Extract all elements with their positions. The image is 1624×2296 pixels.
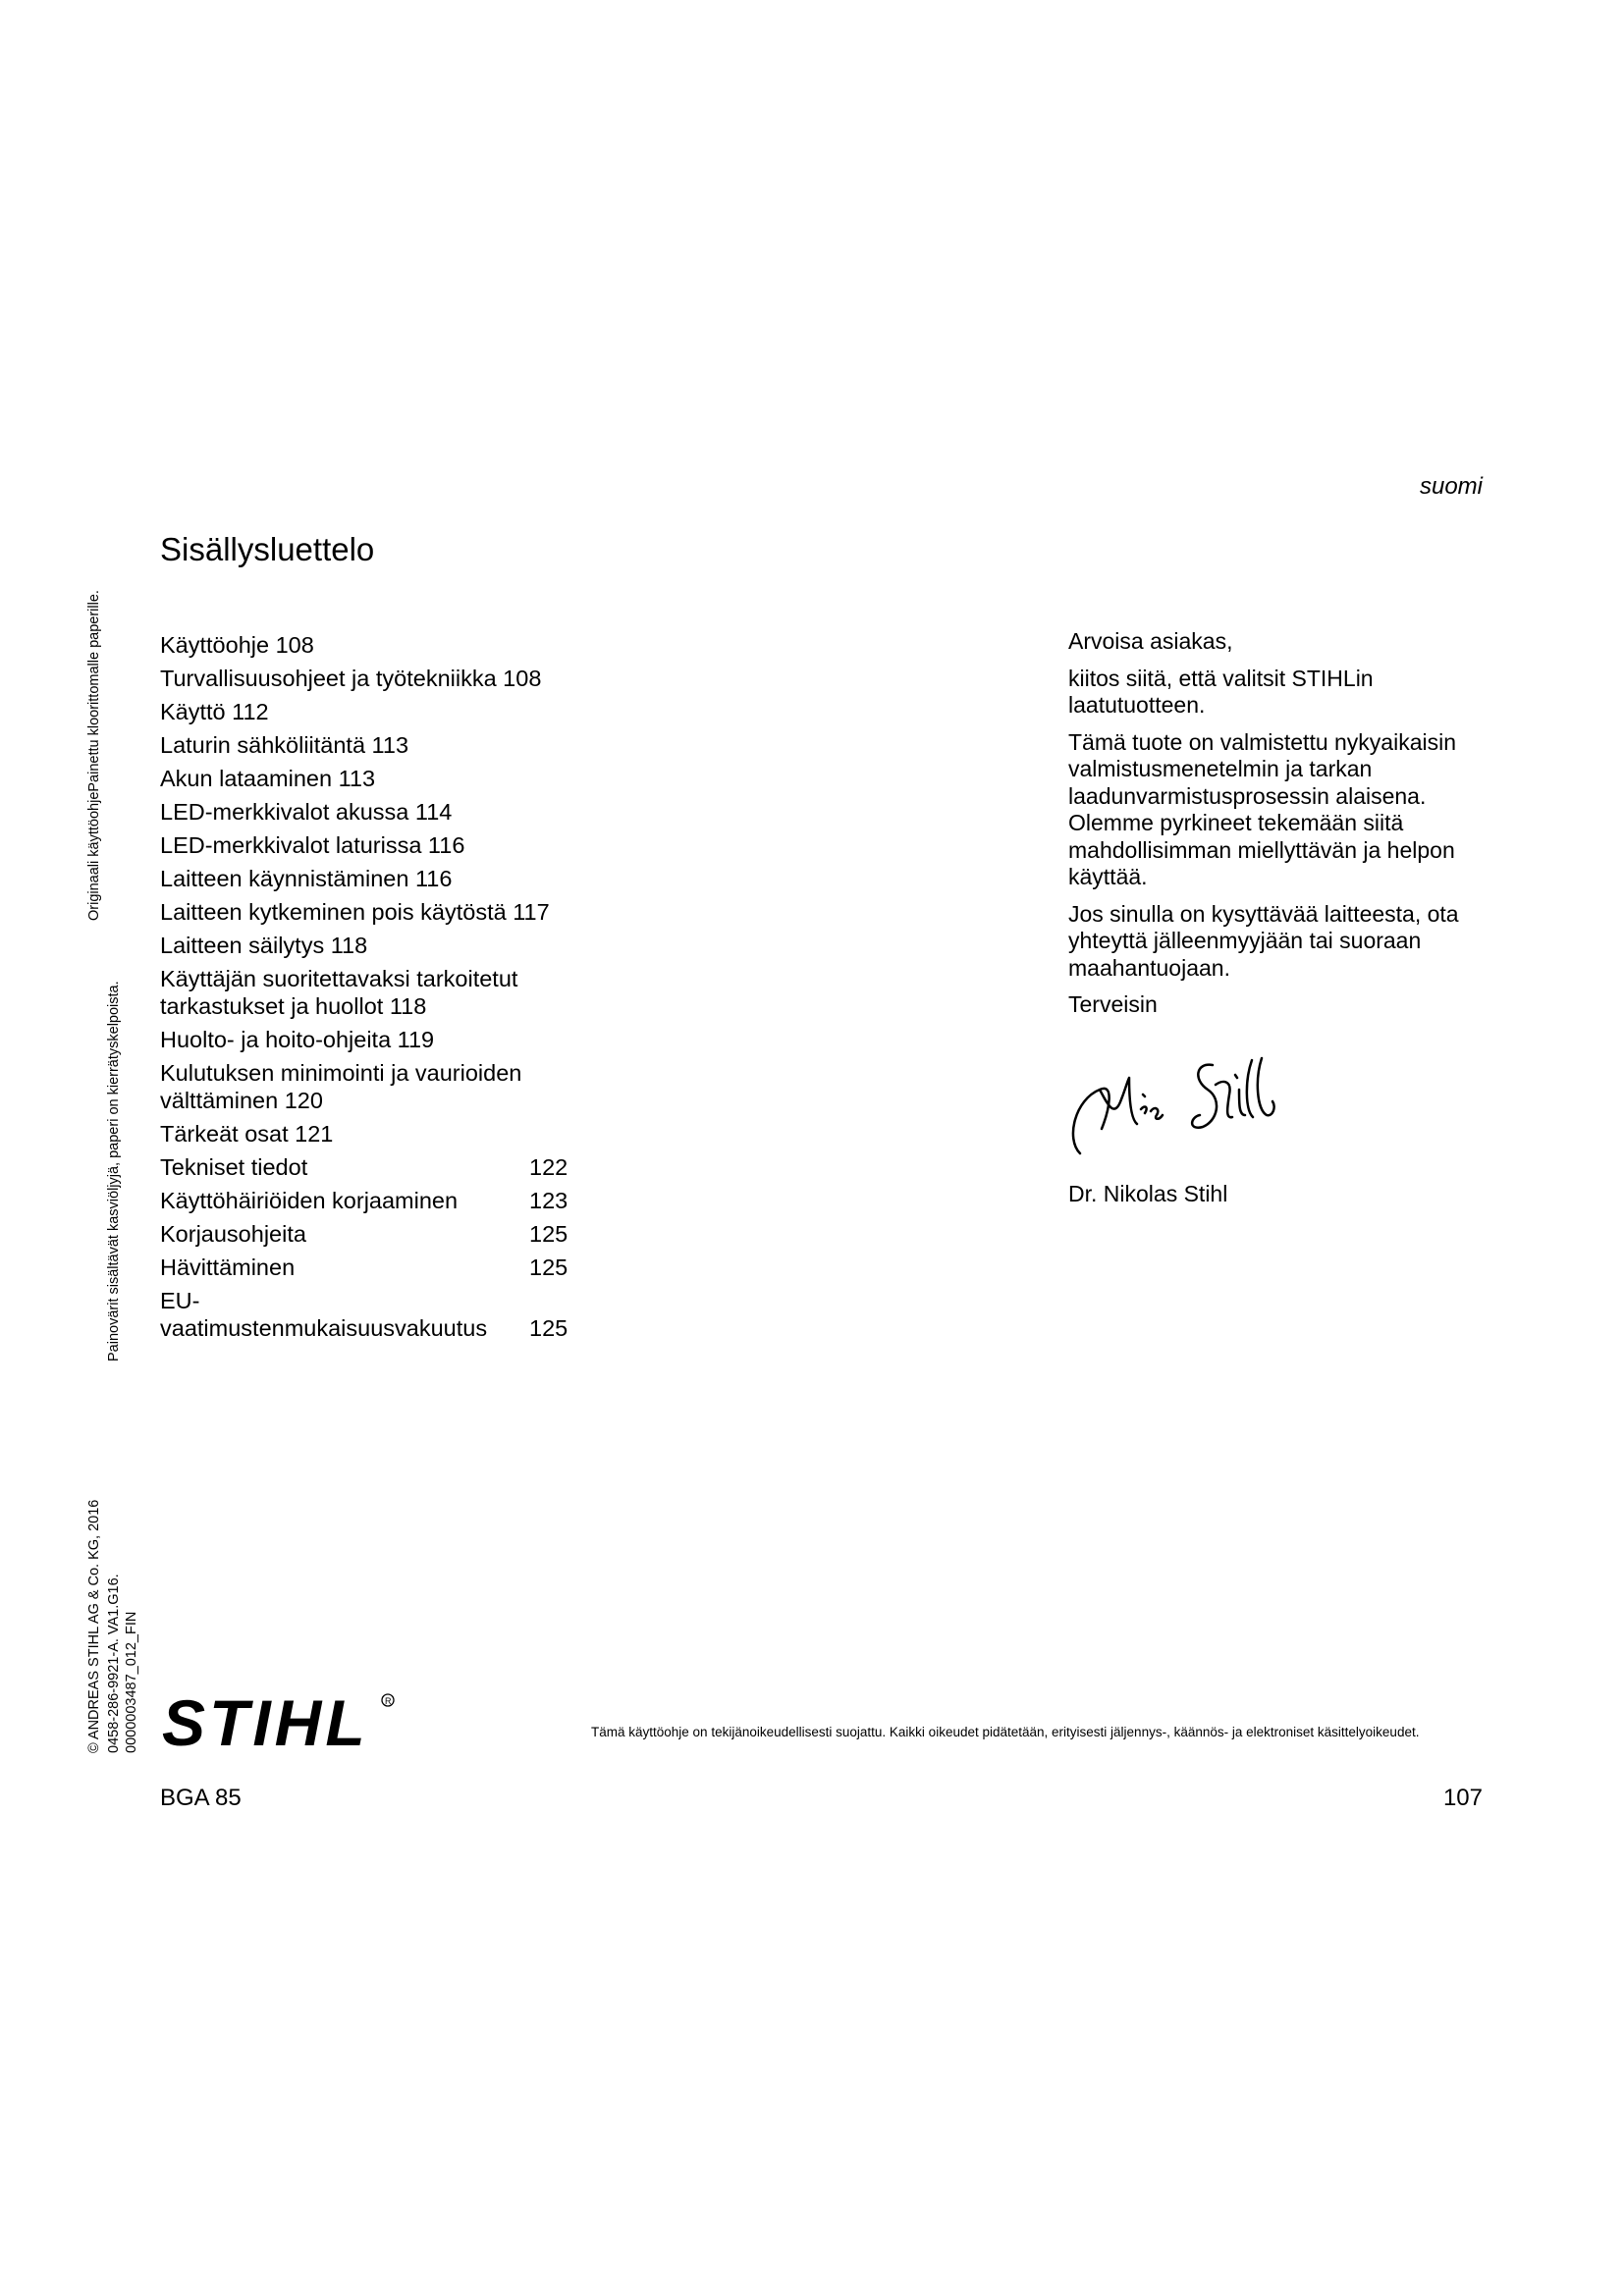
model-name: BGA 85 bbox=[160, 1785, 242, 1811]
toc-item[interactable]: Turvallisuusohjeet ja työtekniikka 108 bbox=[160, 666, 542, 691]
toc-row-title: Hävittäminen bbox=[160, 1255, 296, 1280]
toc-item[interactable] bbox=[160, 965, 553, 1020]
svg-text:STIHL: STIHL bbox=[162, 1686, 369, 1755]
toc-item[interactable]: Käyttöohje 108 bbox=[160, 632, 314, 658]
toc-item[interactable]: Akun lataaminen 113 bbox=[160, 766, 376, 791]
toc-item[interactable]: Käyttö 112 bbox=[160, 699, 269, 724]
toc-row[interactable] bbox=[160, 1187, 572, 1214]
letter-closing: Terveisin bbox=[1068, 991, 1158, 1017]
signer-name: Dr. Nikolas Stihl bbox=[1068, 1181, 1228, 1206]
toc-item-line: tarkastukset ja huollot 118 bbox=[160, 993, 427, 1019]
toc-item-line: Kulutuksen minimointi ja vaurioiden bbox=[160, 1060, 522, 1086]
copyright-notice: Tämä käyttöohje on tekijänoikeudellisesti suojattu. Kaikki oikeudet pidätetään, erityisesti jäljennys-, käännös- ja elektroniset käsittelyoikeudet. bbox=[591, 1725, 1420, 1739]
toc-row-page: 125 bbox=[529, 1221, 568, 1247]
letter-paragraph: Tämä tuote on valmistettu nykyaikaisin valmistusmenetelmin ja tarkan laadunvarmistusprosessin alaisena. Olemme pyrkineet tekemään siitä mahdollisimman miellyttävän ja helpon käyttää. bbox=[1068, 728, 1457, 889]
toc-row-title: Korjausohjeita bbox=[160, 1221, 306, 1247]
language-label: suomi bbox=[1419, 473, 1483, 500]
letter-greeting: Arvoisa asiakas, bbox=[1068, 628, 1233, 654]
table-of-contents bbox=[160, 631, 582, 1348]
stihl-logo bbox=[160, 1686, 401, 1755]
toc-item-line: välttäminen 120 bbox=[160, 1088, 323, 1113]
toc-row-page: 122 bbox=[529, 1154, 568, 1180]
svg-text:R: R bbox=[385, 1696, 392, 1706]
side-note-ink: Painovärit sisältävät kasviöljyjä, paperi on kierrätyskelpoista. bbox=[106, 981, 122, 1362]
toc-row-page: 125 bbox=[529, 1315, 568, 1341]
side-code-2: 0000003487_012_FIN bbox=[124, 1611, 139, 1753]
toc-item[interactable]: Laitteen säilytys 118 bbox=[160, 933, 368, 958]
toc-row-line: vaatimustenmukaisuusvakuutus bbox=[160, 1315, 488, 1341]
side-code-1: 0458-286-9921-A. VA1.G16. bbox=[106, 1574, 122, 1753]
toc-row[interactable] bbox=[160, 1220, 572, 1248]
letter-paragraph: Jos sinulla on kysyttävää laitteesta, ota yhteyttä jälleenmyyjään tai suoraan maahantuojaan. bbox=[1068, 900, 1459, 981]
toc-item[interactable]: Huolto- ja hoito-ohjeita 119 bbox=[160, 1027, 435, 1052]
toc-row[interactable] bbox=[160, 1254, 572, 1281]
toc-row[interactable] bbox=[160, 1287, 572, 1342]
side-copyright: © ANDREAS STIHL AG & Co. KG, 2016 bbox=[86, 1499, 102, 1753]
toc-row-page: 125 bbox=[529, 1255, 568, 1280]
toc-item[interactable]: Laturin sähköliitäntä 113 bbox=[160, 732, 409, 758]
side-note-paper: Originaali käyttöohjePainettu kloorittomalle paperille. bbox=[86, 590, 102, 921]
toc-row-title: Tekniset tiedot bbox=[160, 1154, 308, 1180]
toc-item[interactable] bbox=[160, 1059, 553, 1114]
toc-item[interactable]: Laitteen käynnistäminen 116 bbox=[160, 866, 453, 891]
signature-image bbox=[1060, 1050, 1296, 1168]
toc-item[interactable]: Laitteen kytkeminen pois käytöstä 117 bbox=[160, 899, 550, 925]
toc-item[interactable]: LED-merkkivalot laturissa 116 bbox=[160, 832, 465, 858]
toc-row[interactable] bbox=[160, 1153, 572, 1181]
toc-item-line: Käyttäjän suoritettavaksi tarkoitetut bbox=[160, 966, 518, 991]
toc-row-line: EU- bbox=[160, 1288, 200, 1313]
page-number: 107 bbox=[1442, 1785, 1483, 1811]
letter-paragraph: kiitos siitä, että valitsit STIHLin laatutuotteen. bbox=[1068, 665, 1374, 718]
toc-title: Sisällysluettelo bbox=[160, 531, 375, 567]
welcome-letter bbox=[1068, 628, 1490, 1029]
toc-row-page: 123 bbox=[529, 1188, 568, 1213]
toc-row-title bbox=[160, 1287, 514, 1342]
toc-row-title: Käyttöhäiriöiden korjaaminen bbox=[160, 1188, 459, 1213]
toc-item[interactable]: LED-merkkivalot akussa 114 bbox=[160, 799, 453, 825]
toc-item[interactable]: Tärkeät osat 121 bbox=[160, 1121, 334, 1147]
